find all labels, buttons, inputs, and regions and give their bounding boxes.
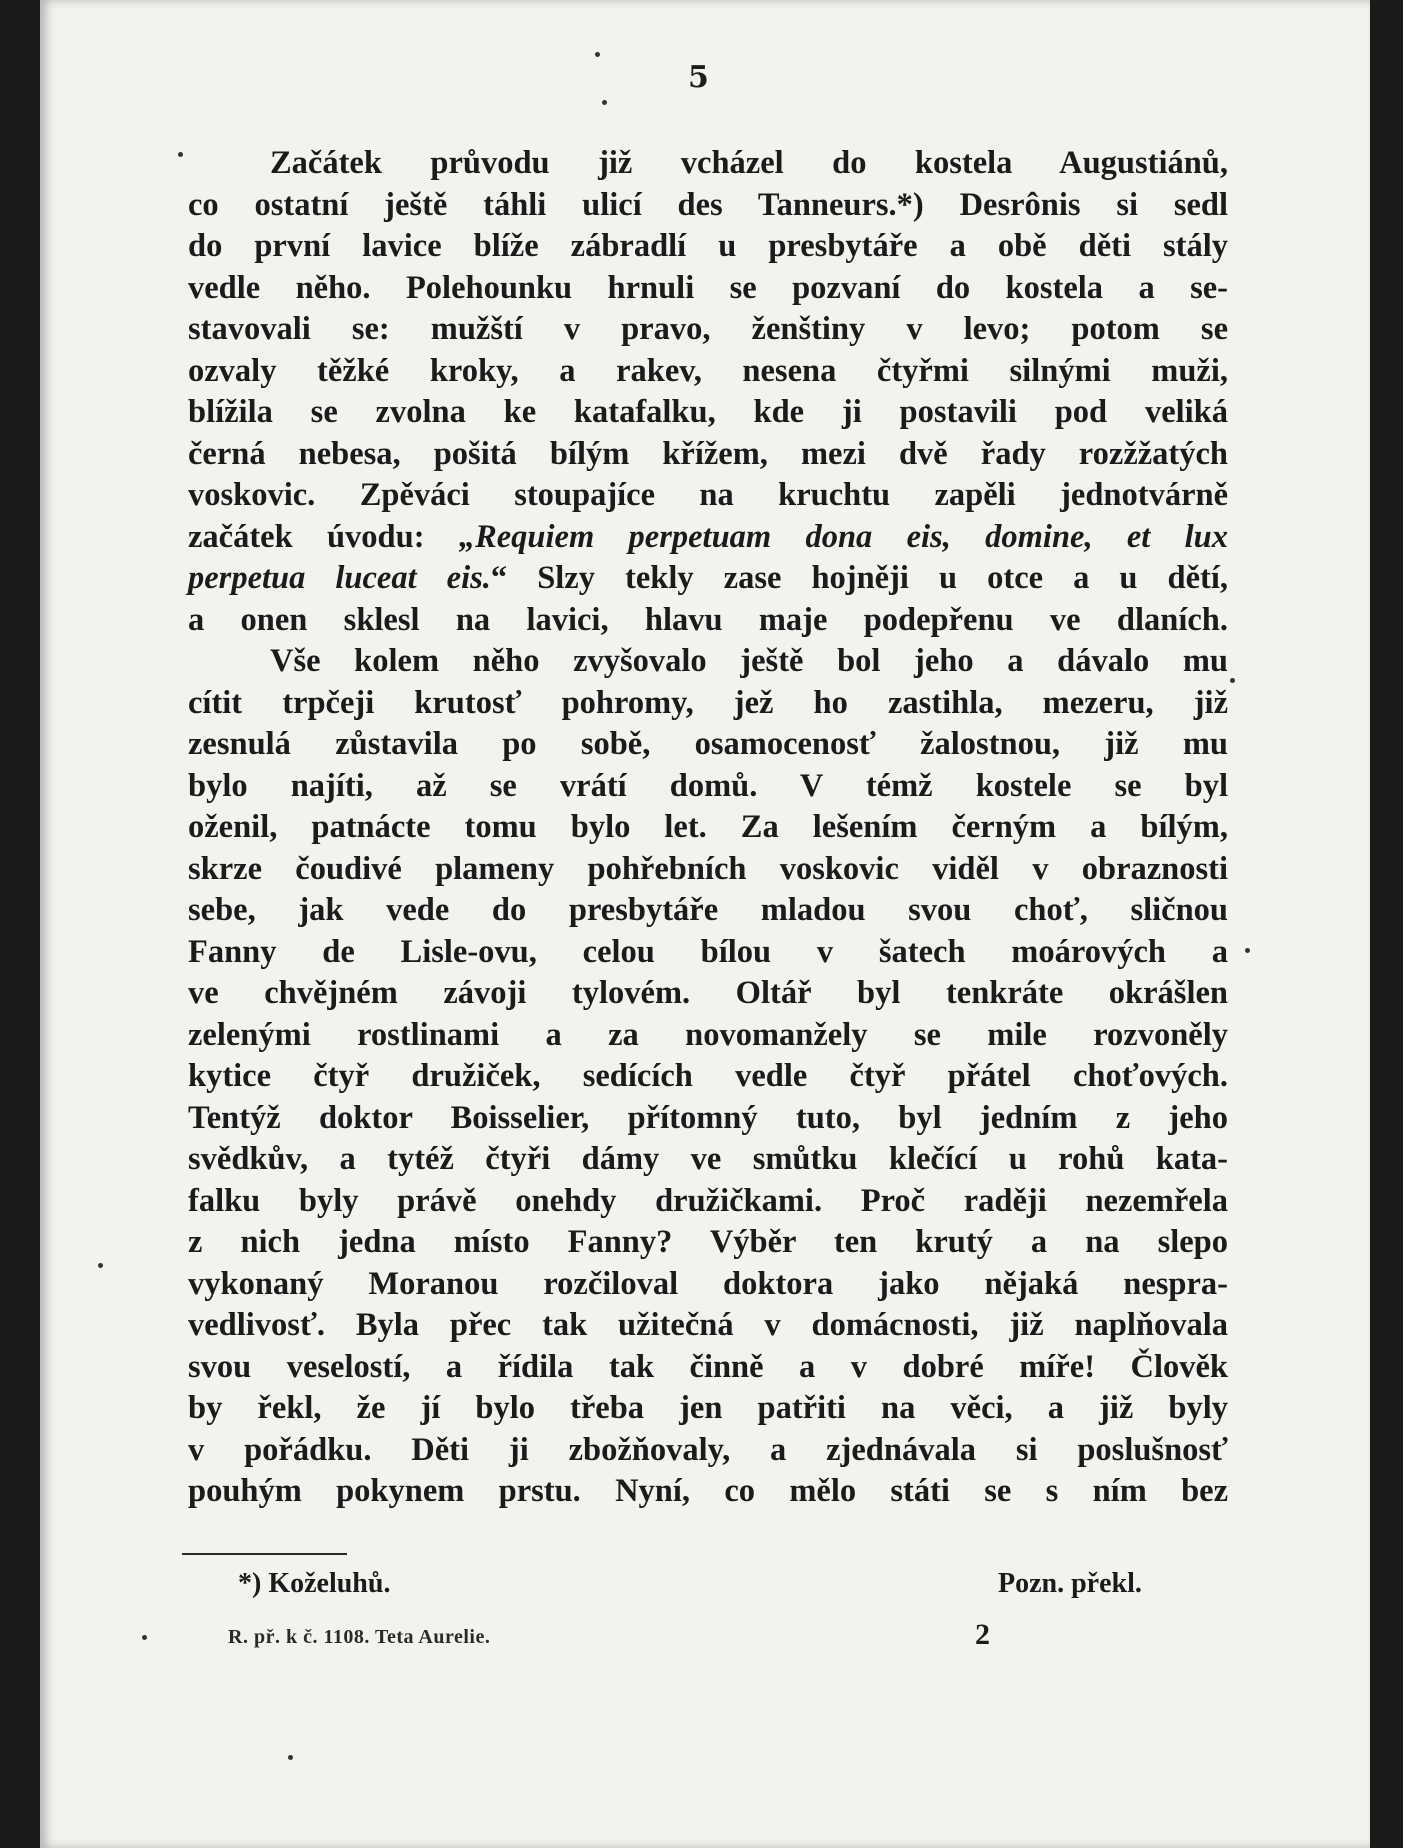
ink-speck xyxy=(595,52,600,57)
page-number: 5 xyxy=(688,60,709,95)
footnote xyxy=(238,1568,1198,1600)
text-fragment: začátek úvodu: xyxy=(188,518,459,555)
ink-speck xyxy=(1230,678,1235,683)
text-line: Začátek průvodu již vcházel do kostela Augustiánů, xyxy=(270,145,1228,181)
text-line: svědkův, a tytéž čtyři dámy ve smůtku klečící u rohů kata- xyxy=(188,1141,1228,1177)
footnote-divider xyxy=(182,1553,347,1555)
ink-speck xyxy=(1245,948,1250,953)
text-line: zesnulá zůstavila po sobě, osamocenosť žalostnou, již mu xyxy=(188,726,1228,762)
text-line: kytice čtyř družiček, sedících vedle čtyř přátel choťových. xyxy=(188,1058,1228,1094)
text-line: a onen sklesl na lavici, hlavu maje podepřenu ve dlaních. xyxy=(188,601,1228,638)
text-line: voskovic. Zpěváci stoupajíce na kruchtu zapěli jednotvárně xyxy=(188,477,1228,513)
text-line: vedlivosť. Byla přec tak užitečná v domácnosti, již naplňovala xyxy=(188,1307,1228,1343)
printer-signature: R. př. k č. 1108. Teta Aurelie. xyxy=(228,1626,491,1648)
text-line: vykonaný Moranou rozčiloval doktora jako nějaká nespra- xyxy=(188,1265,1228,1302)
text-line: pouhým pokynem prstu. Nyní, co mělo státi se s ním bez xyxy=(188,1473,1228,1509)
text-line: skrze čoudivé plameny pohřebních voskovic viděl v obraznosti xyxy=(188,850,1228,887)
translator-note: Pozn. překl. xyxy=(998,1568,1142,1599)
footnote-text: *) Koželuhů. xyxy=(238,1568,391,1599)
text-line: vedle něho. Polehounku hrnuli se pozvaní do kostela a se- xyxy=(188,269,1228,306)
latin-quote: „Requiem perpetuam dona eis, domine, et lux xyxy=(458,518,1228,555)
text-line: cítit trpčeji krutosť pohromy, jež ho zastihla, mezeru, již xyxy=(188,684,1228,721)
text-fragment: “ Slzy tekly zase hojněji u otce a u dětí, xyxy=(490,560,1228,596)
text-line: černá nebesa, pošitá bílým křížem, mezi dvě řady rozžžatých xyxy=(188,435,1228,472)
text-line: sebe, jak vede do presbytáře mladou svou choť, sličnou xyxy=(188,892,1228,928)
text-line: falku byly právě onehdy družičkami. Proč raději nezemřela xyxy=(188,1182,1228,1219)
text-line: co ostatní ještě táhli ulicí des Tanneurs.*) Desrônis si sedl xyxy=(188,186,1228,223)
text-line: stavovali se: mužští v pravo, ženštiny v levo; potom se xyxy=(188,311,1228,347)
text-line: Tentýž doktor Boisselier, přítomný tuto, byl jedním z jeho xyxy=(188,1099,1228,1136)
text-line: oženil, patnácte tomu bylo let. Za lešením černým a bílým, xyxy=(188,809,1228,845)
latin-quote-end: perpetua luceat eis. xyxy=(188,560,491,596)
text-line: ozvaly těžké kroky, a rakev, nesena čtyřmi silnými muži, xyxy=(188,352,1228,389)
book-page xyxy=(40,0,1370,1848)
text-line: bylo najíti, až se vrátí domů. V témž kostele se byl xyxy=(188,767,1228,804)
ink-speck xyxy=(602,100,607,105)
ink-speck xyxy=(288,1755,293,1760)
text-line: zelenými rostlinami a za novomanžely se mile rozvoněly xyxy=(188,1016,1228,1053)
text-line: Fanny de Lisle-ovu, celou bílou v šatech moárových a xyxy=(188,933,1228,970)
text-line: ve chvějném závoji tylovém. Oltář byl tenkráte okrášlen xyxy=(188,975,1228,1011)
text-line: z nich jedna místo Fanny? Výběr ten krutý a na slepo xyxy=(188,1224,1228,1260)
text-line: Vše kolem něho zvyšovalo ještě bol jeho a dávalo mu xyxy=(270,643,1228,679)
text-line xyxy=(188,517,1228,559)
text-line xyxy=(188,558,1228,600)
text-line: svou veselostí, a řídila tak činně a v dobré míře! Člověk xyxy=(188,1348,1228,1385)
text-line: by řekl, že jí bylo třeba jen patřiti na věci, a již byly xyxy=(188,1390,1228,1426)
body-text xyxy=(188,143,1228,1513)
ink-speck xyxy=(142,1635,147,1640)
ink-speck xyxy=(178,152,183,157)
text-line: v pořádku. Děti ji zbožňovaly, a zjednávala si poslušnosť xyxy=(188,1431,1228,1468)
text-line: blížila se zvolna ke katafalku, kde ji postavili pod veliká xyxy=(188,394,1228,430)
text-line: do první lavice blíže zábradlí u presbytáře a obě děti stály xyxy=(188,228,1228,264)
ink-speck xyxy=(98,1263,103,1268)
signature-mark: 2 xyxy=(975,1618,990,1651)
